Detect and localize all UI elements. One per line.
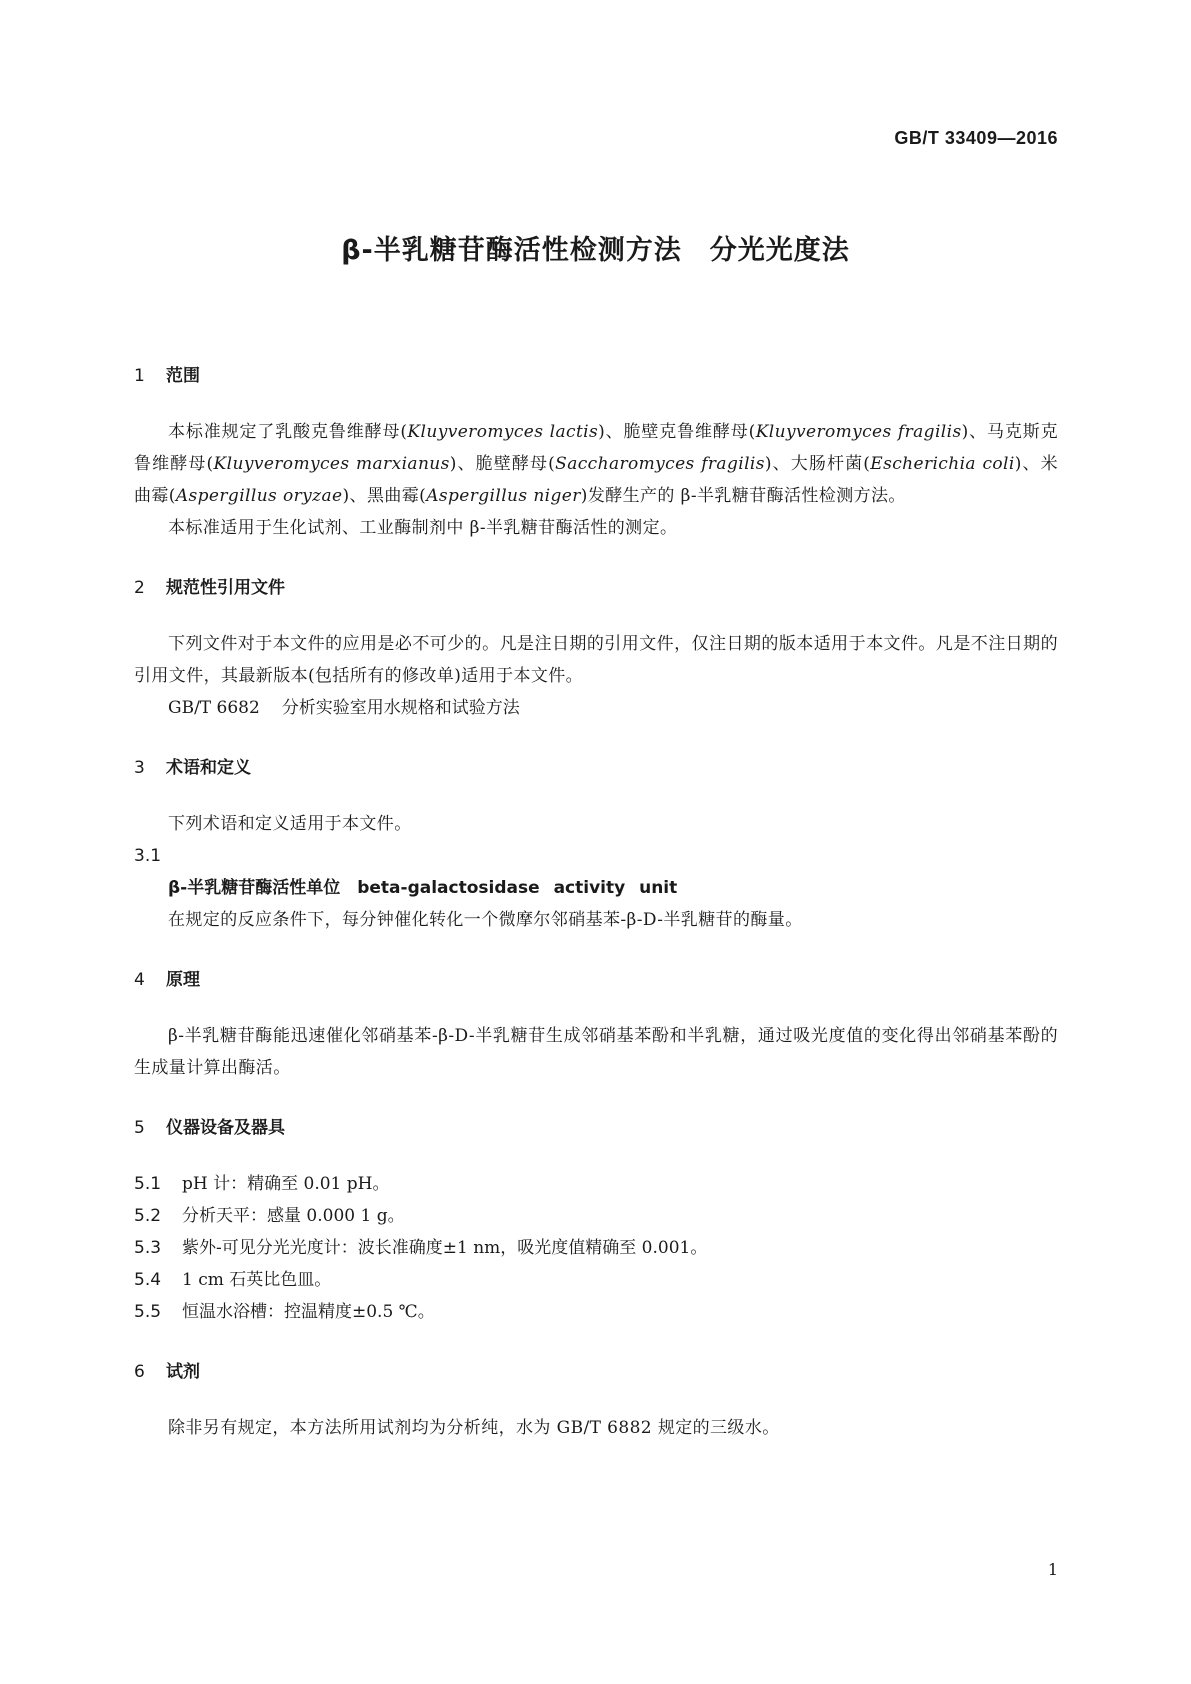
scope-applicability: 本标准适用于生化试剂、工业酶制剂中 β-半乳糖苷酶活性的测定。 [168,518,678,538]
section-title: 规范性引用文件 [166,578,285,598]
section-heading-3 [134,754,1058,782]
item-text: 分析天平：感量 0.000 1 g。 [182,1206,405,1226]
normative-references-paragraph: 下列文件对于本文件的应用是必不可少的。凡是注日期的引用文件，仅注日期的版本适用于本文件。凡是不注日期的引用文件，其最新版本(包括所有的修改单)适用于本文件。 [134,634,1058,686]
section-number: 2 [134,578,145,598]
item-text: pH 计：精确至 0.01 pH。 [182,1174,390,1194]
species-name: Aspergillus oryzae [175,486,343,506]
reagents-paragraph: 除非另有规定，本方法所用试剂均为分析纯，水为 GB/T 6882 规定的三级水。 [168,1418,780,1438]
item-text: 1 cm 石英比色皿。 [182,1270,332,1290]
item-number: 5.3 [134,1238,162,1258]
section-heading-5 [134,1114,1058,1142]
text-run: )、脆壁克鲁维酵母( [598,422,756,442]
section-heading-4 [134,966,1058,994]
section-number: 3 [134,758,145,778]
section-number: 1 [134,366,145,386]
item-number: 5.2 [134,1206,162,1226]
scope-paragraph [134,416,1058,512]
text-run: )、黑曲霉( [342,486,427,506]
item-number: 5.5 [134,1302,162,1322]
text-run: )发酵生产的 β-半乳糖苷酶活性检测方法。 [580,486,906,506]
text-run: 本标准规定了乳酸克鲁维酵母( [168,422,408,442]
reference-code: GB/T 6682 [168,698,260,718]
text-run: )、马克斯克鲁维酵母( [134,422,1059,474]
section-title: 术语和定义 [166,758,251,778]
document-title: β-半乳糖苷酶活性检测方法 分光光度法 [341,235,850,266]
section-title: 仪器设备及器具 [166,1118,285,1138]
equipment-item [134,1168,1058,1200]
document-body [134,362,1058,1444]
term-name-en: beta-galactosidase activity unit [357,878,678,898]
text-run: )、米曲霉( [134,454,1058,506]
term-number: 3.1 [134,846,162,866]
section-number: 5 [134,1118,145,1138]
section-title: 范围 [166,366,200,386]
section-title: 原理 [166,970,200,990]
terms-intro: 下列术语和定义适用于本文件。 [168,814,412,834]
equipment-item [134,1200,1058,1232]
item-text: 紫外-可见分光光度计：波长准确度±1 nm，吸光度值精确至 0.001。 [182,1238,708,1258]
section-heading-6 [134,1358,1058,1386]
species-name: Saccharomyces fragilis [555,454,765,474]
species-name: Aspergillus niger [426,486,581,506]
term-name [134,872,1058,904]
section-heading-2 [134,574,1058,602]
principle-paragraph: β-半乳糖苷酶能迅速催化邻硝基苯-β-D-半乳糖苷生成邻硝基苯酚和半乳糖，通过吸光度值的变化得出邻硝基苯酚的生成量计算出酶活。 [134,1026,1058,1078]
species-name: Kluyveromyces lactis [407,422,599,442]
equipment-item [134,1264,1058,1296]
item-text: 恒温水浴槽：控温精度±0.5 ℃。 [182,1302,435,1322]
section-heading-1 [134,362,1058,390]
section-title: 试剂 [166,1362,200,1382]
species-name: Kluyveromyces marxianus [213,454,450,474]
text-run: )、大肠杆菌( [764,454,871,474]
reference-entry [134,692,1058,724]
item-number: 5.4 [134,1270,162,1290]
equipment-item [134,1296,1058,1328]
term-name-cn: β-半乳糖苷酶活性单位 [168,878,341,898]
text-run: )、脆壁酵母( [449,454,556,474]
equipment-item [134,1232,1058,1264]
reference-title: 分析实验室用水规格和试验方法 [281,698,520,718]
species-name: Escherichia coli [870,454,1015,474]
page-number: 1 [1047,1560,1058,1579]
term-definition: 在规定的反应条件下，每分钟催化转化一个微摩尔邻硝基苯-β-D-半乳糖苷的酶量。 [168,910,803,930]
section-number: 4 [134,970,145,990]
item-number: 5.1 [134,1174,162,1194]
species-name: Kluyveromyces fragilis [755,422,962,442]
standard-code: GB/T 33409—2016 [894,128,1058,148]
section-number: 6 [134,1362,145,1382]
